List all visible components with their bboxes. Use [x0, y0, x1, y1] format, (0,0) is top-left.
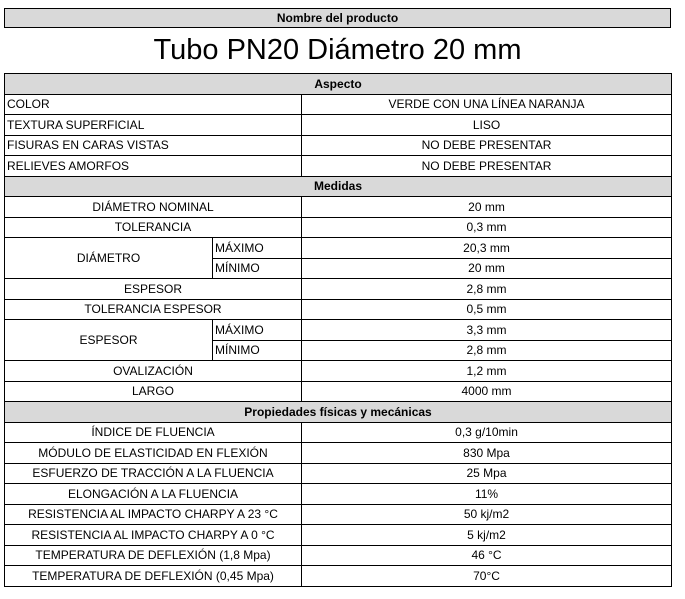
row-value: VERDE CON UNA LÍNEA NARANJA — [302, 94, 672, 115]
table-row — [5, 156, 672, 177]
sub-label: MÁXIMO — [213, 238, 302, 259]
row-label: OVALIZACIÓN — [5, 361, 302, 382]
table-row — [5, 525, 672, 546]
row-label: LARGO — [5, 381, 302, 402]
row-label: RESISTENCIA AL IMPACTO CHARPY A 23 °C — [5, 504, 302, 525]
row-label: ESPESOR — [5, 320, 213, 361]
row-value: 20 mm — [302, 258, 672, 279]
row-value: 5 kj/m2 — [302, 525, 672, 546]
table-row — [5, 484, 672, 505]
product-title: Tubo PN20 Diámetro 20 mm — [153, 34, 522, 66]
table-row — [5, 115, 672, 136]
row-value: NO DEBE PRESENTAR — [302, 135, 672, 156]
row-value: LISO — [302, 115, 672, 136]
row-value: 70°C — [302, 566, 672, 587]
row-value: 0,3 g/10min — [302, 422, 672, 443]
table-row — [5, 320, 672, 341]
row-value: 1,2 mm — [302, 361, 672, 382]
table-row — [5, 299, 672, 320]
section-heading: Medidas — [5, 176, 672, 197]
spec-table — [4, 73, 672, 587]
row-value: 20,3 mm — [302, 238, 672, 259]
section-heading: Propiedades físicas y mecánicas — [5, 402, 672, 423]
sub-label: MÍNIMO — [213, 340, 302, 361]
table-row — [5, 422, 672, 443]
table-row — [5, 135, 672, 156]
row-label: DIÁMETRO NOMINAL — [5, 197, 302, 218]
row-value: 3,3 mm — [302, 320, 672, 341]
row-value: 50 kj/m2 — [302, 504, 672, 525]
row-label: RELIEVES AMORFOS — [5, 156, 302, 177]
table-row — [5, 381, 672, 402]
table-row — [5, 238, 672, 259]
table-row — [5, 463, 672, 484]
row-label: ÍNDICE DE FLUENCIA — [5, 422, 302, 443]
row-label: MÓDULO DE ELASTICIDAD EN FLEXIÓN — [5, 443, 302, 464]
row-label: TEMPERATURA DE DEFLEXIÓN (0,45 Mpa) — [5, 566, 302, 587]
table-row — [5, 545, 672, 566]
table-row — [5, 94, 672, 115]
product-name-header: Nombre del producto — [4, 8, 671, 28]
row-label: ESFUERZO DE TRACCIÓN A LA FLUENCIA — [5, 463, 302, 484]
row-value: NO DEBE PRESENTAR — [302, 156, 672, 177]
product-sheet — [4, 8, 671, 587]
section-aspecto — [5, 74, 672, 95]
table-row — [5, 566, 672, 587]
row-label: TEXTURA SUPERFICIAL — [5, 115, 302, 136]
row-label: TOLERANCIA — [5, 217, 302, 238]
row-value: 830 Mpa — [302, 443, 672, 464]
table-row — [5, 197, 672, 218]
table-row — [5, 217, 672, 238]
row-value: 11% — [302, 484, 672, 505]
table-row — [5, 279, 672, 300]
row-value: 2,8 mm — [302, 340, 672, 361]
row-label: TEMPERATURA DE DEFLEXIÓN (1,8 Mpa) — [5, 545, 302, 566]
row-label: DIÁMETRO — [5, 238, 213, 279]
row-value: 25 Mpa — [302, 463, 672, 484]
row-label: COLOR — [5, 94, 302, 115]
row-value: 20 mm — [302, 197, 672, 218]
table-row — [5, 443, 672, 464]
sub-label: MÍNIMO — [213, 258, 302, 279]
row-value: 46 °C — [302, 545, 672, 566]
table-row — [5, 361, 672, 382]
row-label: RESISTENCIA AL IMPACTO CHARPY A 0 °C — [5, 525, 302, 546]
sub-label: MÁXIMO — [213, 320, 302, 341]
section-medidas — [5, 176, 672, 197]
row-value: 0,3 mm — [302, 217, 672, 238]
row-label: FISURAS EN CARAS VISTAS — [5, 135, 302, 156]
section-propiedades — [5, 402, 672, 423]
row-label: ELONGACIÓN A LA FLUENCIA — [5, 484, 302, 505]
row-label: TOLERANCIA ESPESOR — [5, 299, 302, 320]
section-heading: Aspecto — [5, 74, 672, 95]
row-label: ESPESOR — [5, 279, 302, 300]
row-value: 2,8 mm — [302, 279, 672, 300]
row-value: 0,5 mm — [302, 299, 672, 320]
table-row — [5, 504, 672, 525]
row-value: 4000 mm — [302, 381, 672, 402]
